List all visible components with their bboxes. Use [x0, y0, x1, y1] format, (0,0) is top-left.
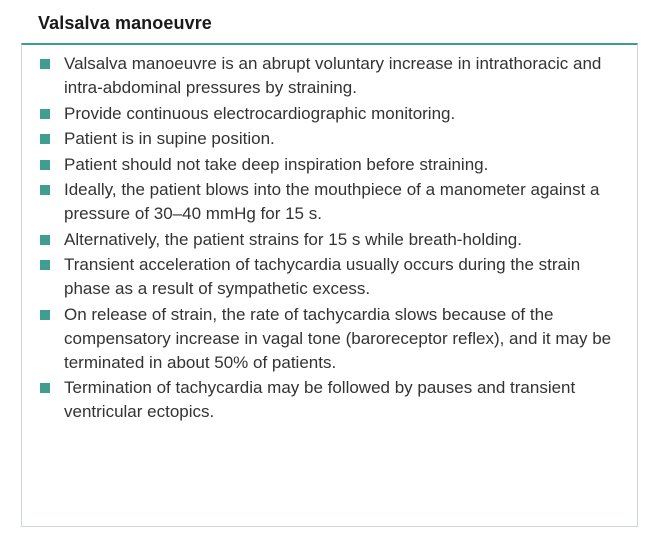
- list-item-text: Termination of tachycardia may be followed by pauses and transient ventricular ectopics.: [64, 378, 576, 421]
- list-item-text: Ideally, the patient blows into the mouthpiece of a manometer against a pressure of 30–40 mmHg for 15 s.: [64, 180, 600, 223]
- box-title: Valsalva manoeuvre: [38, 13, 212, 33]
- list-item: [40, 376, 630, 424]
- square-bullet-icon: [40, 235, 50, 245]
- list-item: [40, 52, 630, 100]
- square-bullet-icon: [40, 185, 50, 195]
- list-item: [40, 153, 630, 177]
- square-bullet-icon: [40, 59, 50, 69]
- list-item: [40, 178, 630, 226]
- square-bullet-icon: [40, 383, 50, 393]
- list-item: [40, 228, 630, 252]
- square-bullet-icon: [40, 134, 50, 144]
- square-bullet-icon: [40, 260, 50, 270]
- list-item: [40, 253, 630, 301]
- list-item: [40, 303, 630, 375]
- square-bullet-icon: [40, 310, 50, 320]
- list-item-text: Patient should not take deep inspiration before straining.: [64, 154, 489, 174]
- list-item-text: Alternatively, the patient strains for 15 s while breath-holding.: [64, 229, 522, 249]
- list-item-text: Transient acceleration of tachycardia usually occurs during the strain phase as a result of sympathetic excess.: [64, 255, 581, 298]
- list-item-text: Valsalva manoeuvre is an abrupt voluntary increase in intrathoracic and intra-abdominal pressures by straining.: [64, 54, 602, 97]
- list-item: [40, 102, 630, 126]
- list-item: [40, 127, 630, 151]
- list-item-text: Provide continuous electrocardiographic monitoring.: [64, 103, 456, 123]
- list-item-text: Patient is in supine position.: [64, 129, 275, 148]
- square-bullet-icon: [40, 160, 50, 170]
- square-bullet-icon: [40, 109, 50, 119]
- bullet-list: [40, 52, 630, 426]
- list-item-text: On release of strain, the rate of tachycardia slows because of the compensatory increase in vagal tone (baroreceptor reflex), and it may be terminated in about 50% of patients.: [64, 304, 612, 372]
